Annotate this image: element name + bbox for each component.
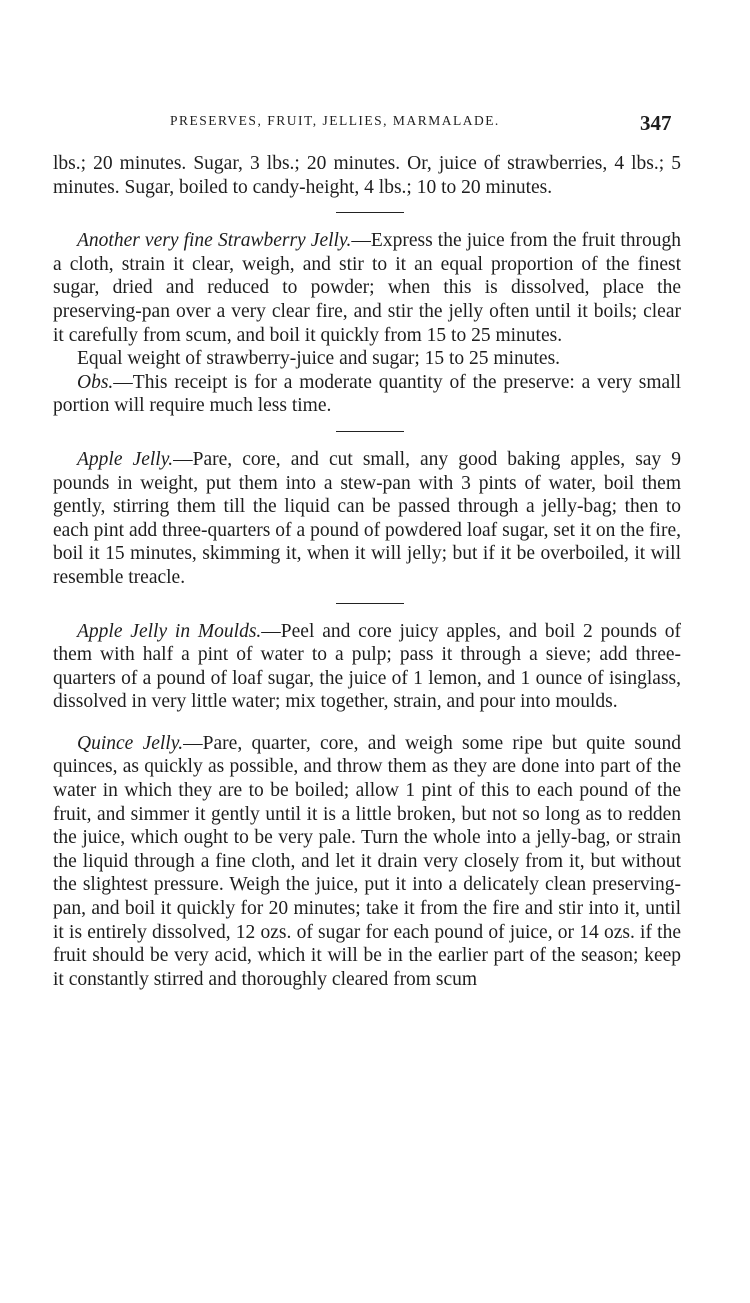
- paragraph-gap: [53, 714, 681, 732]
- recipe-text: —Pare, core, and cut small, any good baking apples, say 9 pounds in weight, put them into a stew-pan with 3 pints of water, boil them gently, stirring them till the liquid can be passed through a jelly-bag; then to each pint add three-quarters of a pound of powdered loaf sugar, set it on the fire, boil it 15 minutes, skimming it, when it will jelly; but if it be overboiled, it will resemble treacle.: [53, 448, 681, 588]
- obs-text: —This receipt is for a moderate quantity of the preserve: a very small portion will require much less time.: [53, 371, 681, 417]
- section-rule: [336, 212, 404, 213]
- section-rule: [336, 603, 404, 604]
- recipe-text: —Express the juice from the fruit through a cloth, strain it clear, weigh, and stir to it an equal proportion of the finest sugar, dried and reduced to powder; when this is dissolved, place the preserving-pan over a very clear fire, and stir the jelly often until it boils; clear it carefully from scum, and boil it quickly from 15 to 25 minutes.: [53, 230, 682, 346]
- recipe-apple-jelly: [53, 448, 681, 590]
- recipe-text: —Peel and core juicy apples, and boil 2 pounds of them with half a pint of water to a pulp; pass it through a sieve; add three-quarters of a pound of loaf sugar, the juice of 1 lemon, and 1 ounce of isinglass, dissolved in very little water; mix together, strain, and pour into moulds.: [53, 620, 681, 713]
- section-rule: [336, 431, 404, 432]
- recipe-text: —Pare, quarter, core, and weigh some ripe but quite sound quinces, as quickly as possible, and throw them as they are done into part of the water in which they are to be boiled; allow 1 pint of this to each pound of the fruit, and simmer it gently until it is a little broken, but not so long as to redden the juice, which ought to be very pale. Turn the whole into a jelly-bag, or strain the liquid through a fine cloth, and let it drain very closely from it, but without the slightest pressure. Weigh the juice, put it into a delicately clean preserving-pan, and boil it quickly for 20 minutes; take it from the fire and stir into it, until it is entirely dissolved, 12 ozs. of sugar for each pound of juice, or 14 ozs. if the fruit should be very acid, which it will be in the earlier part of the season; keep it constantly stirred and thoroughly cleared from scum: [53, 732, 681, 990]
- recipe-title: Apple Jelly.: [77, 448, 174, 470]
- recipe-strawberry-jelly: [53, 229, 681, 347]
- recipe-summary: Equal weight of strawberry-juice and sugar; 15 to 25 minutes.: [77, 348, 561, 370]
- recipe-title: Another very fine Strawberry Jelly.: [77, 230, 352, 252]
- obs-label: Obs.: [77, 371, 114, 393]
- running-head: PRESERVES, FRUIT, JELLIES, MARMALADE.: [170, 113, 500, 128]
- continuation-paragraph: lbs.; 20 minutes. Sugar, 3 lbs.; 20 minutes. Or, juice of strawberries, 4 lbs.; 5 minutes. Sugar, boiled to candy-height, 4 lbs.; 10 to 20 minutes.: [53, 153, 681, 198]
- recipe-title: Apple Jelly in Moulds.: [77, 620, 262, 642]
- recipe-quince-jelly: [53, 732, 681, 992]
- recipe-observation: [53, 371, 681, 418]
- page-body: [53, 152, 681, 991]
- recipe-apple-jelly-in-moulds: [53, 620, 681, 714]
- page-number: 347: [640, 111, 672, 135]
- recipe-title: Quince Jelly.: [77, 732, 184, 754]
